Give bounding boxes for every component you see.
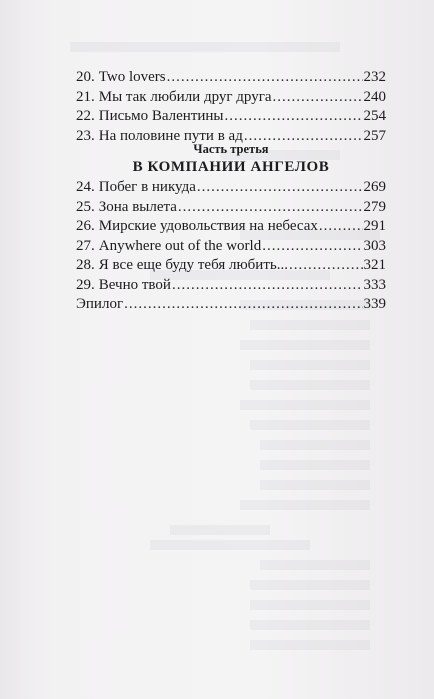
toc-entry-title: Мы так любили друг друга <box>98 88 272 105</box>
toc-list-part-two-end <box>76 68 386 146</box>
toc-entry-epilogue[interactable] <box>76 295 386 315</box>
toc-entry-number: 20. <box>76 69 95 85</box>
toc-entry-page: 321 <box>363 257 386 273</box>
toc-entry-title: Мирские удовольствия на небесах <box>98 218 318 234</box>
toc-leader-dots <box>262 237 362 257</box>
toc-entry[interactable] <box>76 276 386 296</box>
toc-entry[interactable] <box>76 217 386 237</box>
part-title: В КОМПАНИИ АНГЕЛОВ <box>132 159 330 175</box>
part-label: Часть третья <box>193 142 269 156</box>
toc-entry[interactable] <box>76 256 386 276</box>
toc-entry-number: 27. <box>76 237 95 254</box>
toc-entry[interactable] <box>76 107 386 127</box>
toc-entry-page: 279 <box>363 198 386 215</box>
toc-entry-title: Письмо Валентины <box>98 108 224 124</box>
toc-entry[interactable] <box>76 178 386 198</box>
toc-entry-page: 232 <box>363 69 386 85</box>
toc-entry-title: Вечно твой <box>98 276 171 293</box>
toc-entry[interactable] <box>76 237 386 257</box>
toc-entry-title: Two lovers <box>98 69 166 85</box>
toc-entry-number: 24. <box>76 179 95 195</box>
toc-leader-dots <box>178 198 363 218</box>
toc-leader-dots <box>319 217 363 237</box>
toc-list-part-three <box>76 178 386 315</box>
toc-entry-page: 333 <box>363 276 386 293</box>
toc-entry-page: 291 <box>363 218 386 234</box>
toc-entry-page: 254 <box>363 108 386 124</box>
toc-entry[interactable] <box>76 88 386 108</box>
toc-entry-page: 257 <box>363 127 386 144</box>
toc-entry-number: 22. <box>76 108 95 124</box>
toc-leader-dots <box>167 68 363 88</box>
toc-entry-number: 21. <box>76 88 95 105</box>
toc-entry-title: На половине пути в ад <box>98 127 243 144</box>
toc-entry[interactable] <box>76 68 386 88</box>
toc-entry-number: 23. <box>76 127 95 144</box>
toc-leader-dots <box>172 276 363 296</box>
toc-entry-page: 269 <box>363 179 386 195</box>
toc-entry-title: Anywhere out of the world <box>98 237 262 254</box>
toc-entry-page: 303 <box>363 237 386 254</box>
toc-entry-title: Эпилог <box>76 296 124 312</box>
toc-entry-page: 339 <box>363 296 386 312</box>
toc-leader-dots <box>124 295 362 315</box>
toc-leader-dots <box>289 256 363 276</box>
toc-entry-number: 28. <box>76 257 95 273</box>
toc-leader-dots <box>225 107 363 127</box>
toc-leader-dots <box>197 178 363 198</box>
toc-entry-number: 26. <box>76 218 95 234</box>
toc-entry-title: Я все еще буду тебя любить... <box>98 257 288 273</box>
toc-entry-number: 29. <box>76 276 95 293</box>
toc-leader-dots <box>273 88 363 108</box>
toc-entry-title: Зона вылета <box>98 198 177 215</box>
toc-entry[interactable] <box>76 198 386 218</box>
toc-entry-title: Побег в никуда <box>98 179 196 195</box>
toc-entry-number: 25. <box>76 198 95 215</box>
toc-entry-page: 240 <box>363 88 386 105</box>
